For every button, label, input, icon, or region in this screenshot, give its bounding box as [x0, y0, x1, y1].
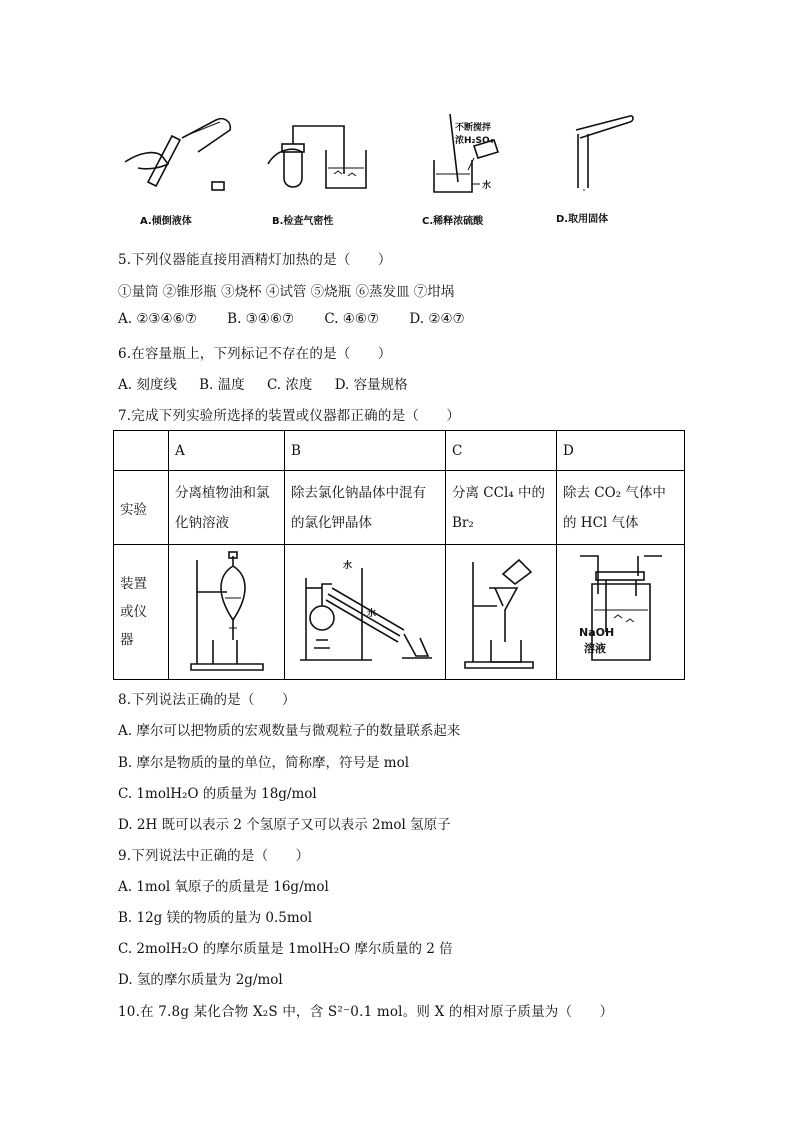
q7-row-label-exp: 实验	[114, 471, 169, 545]
q7-exp-d-line1: 除去 CO₂ 气体中	[563, 484, 666, 501]
q7-exp-d	[557, 471, 685, 545]
q7-exp-a	[169, 471, 285, 545]
q7-header-blank	[114, 431, 169, 471]
q6-option-c[interactable]: C. 浓度	[266, 377, 313, 393]
q7-header-a: A	[169, 431, 285, 471]
q7-exp-c-line2: Br₂	[452, 514, 474, 531]
label-stir: 不断搅拌	[455, 123, 492, 133]
q7-apparatus-a	[169, 545, 285, 680]
q7-apparatus-d	[557, 545, 685, 680]
q8-stem: 8.下列说法正确的是（ ）	[118, 692, 296, 708]
q7-apparatus-b	[285, 545, 446, 680]
figure-caption-b: B.检查气密性	[272, 216, 334, 227]
gas-washing-bottle-icon	[566, 548, 676, 676]
q9-option-d[interactable]: D. 氢的摩尔质量为 2g/mol	[118, 972, 283, 988]
q7-header-d: D	[557, 431, 685, 471]
label-naoh: NaOH	[579, 626, 615, 639]
distillation-icon	[292, 548, 438, 676]
separatory-funnel-icon	[177, 548, 277, 676]
q7-exp-a-line2: 化钠溶液	[175, 514, 229, 531]
figure-caption-d: D.取用固体	[556, 214, 609, 225]
q9-stem: 9.下列说法中正确的是（ ）	[118, 848, 310, 864]
q9-option-b[interactable]: B. 12g 镁的物质的量为 0.5mol	[118, 910, 313, 926]
filtration-icon	[453, 548, 549, 676]
q7-apparatus-c	[446, 545, 557, 680]
figure-caption-c: C.稀释浓硫酸	[422, 216, 484, 227]
q8-option-c[interactable]: C. 1molH₂O 的质量为 18g/mol	[118, 786, 317, 802]
q7-exp-b	[285, 471, 446, 545]
q7-stem: 7.完成下列实验所选择的装置或仪器都正确的是（ ）	[118, 408, 461, 424]
q7-exp-d-line2: 的 HCl 气体	[563, 514, 639, 531]
label-water-out: 水	[367, 609, 377, 619]
q8-option-b[interactable]: B. 摩尔是物质的量的单位，简称摩，符号是 mol	[118, 755, 410, 771]
q9-option-a[interactable]: A. 1mol 氧原子的质量是 16g/mol	[118, 879, 329, 895]
figure-take-solid	[572, 112, 642, 194]
q7-row-label-app-2: 或仪	[120, 604, 147, 620]
q5-option-d[interactable]: D. ②④⑦	[409, 311, 465, 327]
q6-option-b[interactable]: B. 温度	[199, 377, 245, 393]
q7-exp-b-line2: 的氯化钾晶体	[291, 514, 372, 531]
q7-row-label-app	[114, 545, 169, 680]
q10-stem: 10.在 7.8g 某化合物 X₂S 中，含 S²⁻0.1 mol。则 X 的相对原子质量为（ ）	[118, 1004, 614, 1020]
q6-stem: 6.在容量瓶上，下列标记不存在的是（ ）	[118, 346, 392, 362]
q7-table	[113, 430, 685, 680]
label-conc-acid: 浓H₂SO₄	[455, 136, 494, 146]
q7-header-b: B	[285, 431, 446, 471]
figure-airtight-check	[262, 112, 382, 192]
label-water: 水	[482, 181, 492, 191]
q9-option-c[interactable]: C. 2molH₂O 的摩尔质量是 1molH₂O 摩尔质量的 2 倍	[118, 941, 453, 957]
q7-exp-c	[446, 471, 557, 545]
q5-option-a[interactable]: A. ②③④⑥⑦	[118, 311, 197, 327]
label-water-in: 水	[343, 561, 353, 571]
q5-stem: 5.下列仪器能直接用酒精灯加热的是（ ）	[118, 252, 392, 268]
q6-options	[118, 373, 434, 393]
q7-row-label-app-3: 器	[120, 632, 134, 648]
q7-exp-b-line1: 除去氯化钠晶体中混有	[291, 484, 426, 501]
q7-row-label-app-1: 装置	[120, 576, 147, 592]
q7-exp-a-line1: 分离植物油和氯	[175, 484, 270, 501]
q5-options	[118, 311, 491, 327]
label-solution: 溶液	[584, 642, 606, 655]
q7-exp-c-line1: 分离 CCl₄ 中的	[452, 484, 545, 501]
q8-option-d[interactable]: D. 2H 既可以表示 2 个氢原子又可以表示 2mol 氢原子	[118, 817, 451, 833]
q7-header-c: C	[446, 431, 557, 471]
q5-items: ①量筒 ②锥形瓶 ③烧杯 ④试管 ⑤烧瓶 ⑥蒸发皿 ⑦坩埚	[118, 284, 455, 300]
q6-option-d[interactable]: D. 容量规格	[334, 377, 408, 393]
q5-option-b[interactable]: B. ③④⑥⑦	[227, 311, 295, 327]
figure-pour-liquid	[120, 112, 240, 192]
q8-option-a[interactable]: A. 摩尔可以把物质的宏观数量与微观粒子的数量联系起来	[118, 723, 461, 739]
q5-option-c[interactable]: C. ④⑥⑦	[324, 311, 380, 327]
figure-caption-a: A.倾倒液体	[140, 216, 192, 227]
q6-option-a[interactable]: A. 刻度线	[118, 377, 177, 393]
